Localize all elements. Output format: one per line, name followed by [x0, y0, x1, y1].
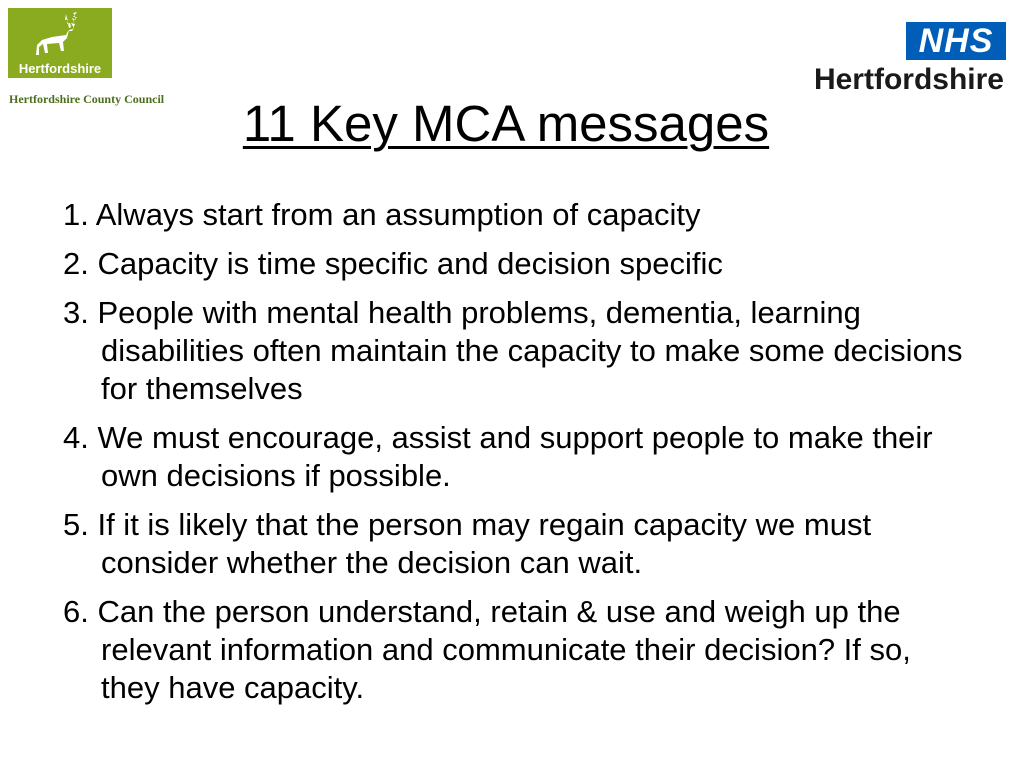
- logo-wordmark: Hertfordshire: [18, 61, 102, 76]
- message-item: 2. Capacity is time specific and decision specific: [63, 246, 723, 281]
- message-item: 4. We must encourage, assist and support people to make their own decisions if possible.: [63, 420, 933, 493]
- nhs-hertfordshire-logo: [790, 22, 1006, 98]
- message-item: 6. Can the person understand, retain & use and weigh up the relevant information and communicate their decision? If so, they have capacity.: [63, 594, 911, 705]
- stag-icon: [8, 8, 112, 78]
- message-item: 1. Always start from an assumption of capacity: [63, 197, 701, 232]
- county-council-name: Hertfordshire County Council: [9, 92, 165, 106]
- nhs-trust-name: Hertfordshire: [813, 63, 1004, 96]
- key-messages-list: [63, 196, 963, 718]
- message-item: 5. If it is likely that the person may regain capacity we must consider whether the decision can wait.: [63, 507, 872, 580]
- slide-title: 11 Key MCA messages: [242, 95, 770, 152]
- message-item: 3. People with mental health problems, dementia, learning disabilities often maintain the capacity to make some decisions for themselves: [63, 295, 963, 406]
- hertfordshire-county-council-logo: [8, 8, 112, 78]
- nhs-mark: NHS: [906, 22, 1006, 60]
